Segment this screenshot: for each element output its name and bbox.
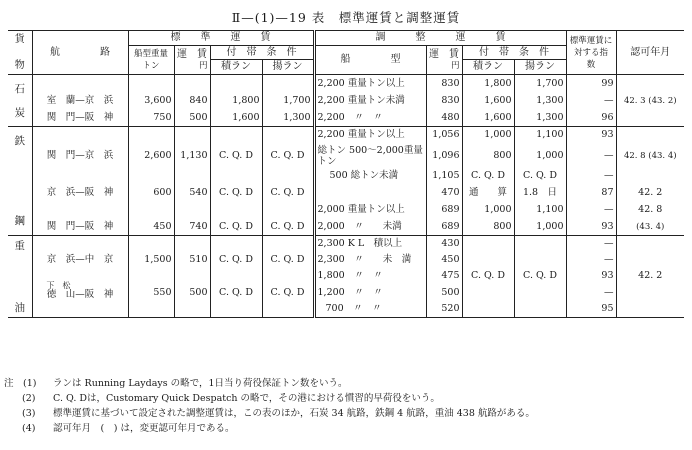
header-std-conditions: 付 帯 条 件 (210, 46, 314, 60)
cargo-steel: 鉄 鋼 (8, 127, 32, 236)
std-unload-cell (262, 75, 314, 93)
table-row (8, 202, 684, 219)
std-rate-cell (174, 302, 210, 318)
header-std-load: 積ラン (210, 60, 262, 75)
index-cell: — (566, 236, 616, 252)
index-cell: — (566, 252, 616, 268)
approval-cell (616, 236, 684, 252)
std-ship-cell (128, 127, 174, 144)
std-load-cell: C. Q. D (210, 185, 262, 202)
std-rate-cell (174, 202, 210, 219)
route-cell: 京 浜—中 京 (32, 252, 128, 268)
std-rate-cell: 540 (174, 185, 210, 202)
adj-unload-cell: 1,100 (514, 127, 566, 144)
adj-ship-cell: 500 総トン未満 (314, 168, 426, 185)
adj-load-cell: C. Q. D (462, 168, 514, 185)
adj-load-cell: 1,600 (462, 110, 514, 127)
approval-cell (616, 284, 684, 302)
table-row (8, 93, 684, 110)
adj-ship-cell: 1,200 〃 〃 (314, 284, 426, 302)
std-unload-cell (262, 168, 314, 185)
table-row (8, 252, 684, 268)
adj-unload-cell (514, 302, 566, 318)
approval-cell: 42. 2 (638, 187, 663, 198)
index-cell: — (566, 144, 616, 168)
adj-rate-cell: 830 (426, 93, 462, 110)
approval-cell (616, 168, 684, 185)
index-cell: 93 (566, 268, 616, 284)
adj-load-cell: 通 算 (462, 185, 514, 202)
std-ship-cell: 600 (128, 185, 174, 202)
header-adj-rate: 運 賃 円 (426, 46, 462, 75)
adj-unload-cell (514, 252, 566, 268)
table-row (8, 75, 684, 93)
std-unload-cell: C. Q. D (262, 219, 314, 236)
std-rate-cell (174, 268, 210, 284)
approval-cell: 42. 2 (638, 269, 663, 281)
header-adj-unload: 揚ラン (514, 60, 566, 75)
cargo-coal: 石 炭 (8, 75, 32, 127)
std-load-cell: C. Q. D (210, 144, 262, 168)
std-load-cell (210, 75, 262, 93)
adj-rate-cell: 1,096 (426, 144, 462, 168)
index-cell: 93 (566, 219, 616, 236)
index-cell: 99 (566, 75, 616, 93)
adj-unload-cell (514, 284, 566, 302)
adj-load-cell: 800 (462, 219, 514, 236)
std-load-cell: 1,600 (210, 110, 262, 127)
index-cell: — (566, 93, 616, 110)
approval-cell (616, 252, 684, 268)
route-cell (32, 302, 128, 318)
route-cell: 京 浜—阪 神 (32, 185, 128, 202)
std-ship-cell (128, 168, 174, 185)
adj-rate-cell: 450 (426, 252, 462, 268)
adj-ship-cell: 総トン 500〜2,000重量トン (314, 144, 426, 168)
table-row (8, 168, 684, 185)
adj-rate-cell: 470 (426, 185, 462, 202)
std-ship-cell (128, 302, 174, 318)
std-ship-cell: 2,600 (128, 144, 174, 168)
std-unload-cell (262, 202, 314, 219)
std-rate-cell (174, 168, 210, 185)
std-rate-cell (174, 75, 210, 93)
route-cell (32, 202, 128, 219)
adj-rate-cell: 1,105 (426, 168, 462, 185)
table-row (8, 284, 684, 302)
header-standard-rate: 標 準 運 賃 (128, 31, 314, 46)
std-unload-cell (262, 236, 314, 252)
header-route: 航 路 (32, 31, 128, 75)
std-load-cell (210, 302, 262, 318)
approval-cell (616, 75, 684, 93)
adj-unload-cell: 1,000 (514, 144, 566, 168)
std-unload-cell: 1,300 (262, 110, 314, 127)
adj-ship-cell: 2,300 〃 未 満 (314, 252, 426, 268)
std-ship-cell (128, 236, 174, 252)
adj-rate-cell: 475 (426, 268, 462, 284)
group-heavy-oil (8, 236, 684, 318)
route-cell: 関 門—京 浜 (32, 144, 128, 168)
std-load-cell: C. Q. D (210, 284, 262, 302)
cargo-heavy-oil: 重 油 (8, 236, 32, 318)
adj-unload-cell: 1,000 (514, 219, 566, 236)
adj-unload-cell: 1.8 日 (514, 185, 566, 202)
approval-cell (616, 127, 684, 144)
adj-load-cell: 1,000 (462, 127, 514, 144)
std-ship-cell (128, 75, 174, 93)
std-load-cell: C. Q. D (210, 252, 262, 268)
adj-rate-cell: 830 (426, 75, 462, 93)
header-adj-conditions: 付 帯 条 件 (462, 46, 566, 60)
route-cell (32, 75, 128, 93)
std-ship-cell (128, 268, 174, 284)
std-rate-cell: 840 (174, 93, 210, 110)
header-approval: 認可年月 (616, 31, 684, 75)
footnotes (4, 376, 535, 436)
footnote: 注 (1) ランは Running Laydays の略で，1日当り荷役保証トン数をいう。 (4, 378, 348, 389)
table-row (8, 236, 684, 252)
adj-rate-cell: 480 (426, 110, 462, 127)
std-unload-cell: 1,700 (262, 93, 314, 110)
adj-load-cell (462, 236, 514, 252)
table-row (8, 110, 684, 127)
header-cargo: 貨 物 (8, 31, 32, 75)
route-cell (32, 236, 128, 252)
std-ship-cell: 750 (128, 110, 174, 127)
adj-ship-cell: 700 〃 〃 (314, 302, 426, 318)
adj-unload-cell: C. Q. D (514, 268, 566, 284)
group-steel (8, 127, 684, 236)
std-ship-cell: 550 (128, 284, 174, 302)
adj-ship-cell: 2,200 重量トン以上 (314, 127, 426, 144)
adj-load-cell: 1,800 (462, 75, 514, 93)
index-cell: — (566, 168, 616, 185)
adj-unload-cell: 1,100 (514, 202, 566, 219)
adj-rate-cell: 500 (426, 284, 462, 302)
std-rate-cell (174, 236, 210, 252)
header-std-ship: 船型重量トン (128, 46, 174, 75)
std-unload-cell: C. Q. D (262, 252, 314, 268)
adj-rate-cell: 1,056 (426, 127, 462, 144)
approval-cell: 42. 3 (43. 2) (623, 96, 677, 106)
adj-unload-cell: 1,300 (514, 110, 566, 127)
group-coal (8, 75, 684, 127)
table-row (8, 127, 684, 144)
approval-cell: 42. 8 (638, 204, 663, 215)
adj-load-cell: 1,000 (462, 202, 514, 219)
std-unload-cell: C. Q. D (262, 284, 314, 302)
table-row (8, 268, 684, 284)
footnote: (4) 認可年月 ( ) は，変更認可年月である。 (22, 423, 235, 434)
footnote: (2) C. Q. Dは，Customary Quick Despatch の略で，その港における慣習的早荷役をいう。 (22, 393, 440, 404)
adj-unload-cell: C. Q. D (514, 168, 566, 185)
table-row (8, 144, 684, 168)
table-row (8, 219, 684, 236)
adj-rate-cell: 689 (426, 202, 462, 219)
adj-unload-cell: 1,700 (514, 75, 566, 93)
std-ship-cell (128, 202, 174, 219)
adj-load-cell (462, 284, 514, 302)
std-rate-cell: 500 (174, 284, 210, 302)
index-cell: 93 (566, 127, 616, 144)
std-rate-cell (174, 127, 210, 144)
route-cell: 関 門—阪 神 (32, 219, 128, 236)
std-load-cell (210, 202, 262, 219)
std-load-cell (210, 236, 262, 252)
index-cell: — (566, 202, 616, 219)
std-load-cell (210, 268, 262, 284)
header-std-unload: 揚ラン (262, 60, 314, 75)
adj-ship-cell: 2,200 重量トン未満 (314, 93, 426, 110)
adj-ship-cell (314, 185, 426, 202)
adj-ship-cell: 2,000 〃 未満 (314, 219, 426, 236)
freight-rate-table (8, 30, 684, 318)
std-unload-cell: C. Q. D (262, 185, 314, 202)
std-rate-cell: 500 (174, 110, 210, 127)
approval-cell (616, 110, 684, 127)
std-unload-cell (262, 268, 314, 284)
std-load-cell (210, 127, 262, 144)
approval-cell: (43. 4) (636, 221, 665, 232)
std-ship-cell: 450 (128, 219, 174, 236)
route-cell (32, 127, 128, 144)
adj-ship-cell: 1,800 〃 〃 (314, 268, 426, 284)
index-cell: 96 (566, 110, 616, 127)
header-index: 標準運賃に対する指 数 (566, 31, 616, 75)
std-rate-cell: 510 (174, 252, 210, 268)
std-rate-cell: 740 (174, 219, 210, 236)
adj-load-cell: 800 (462, 144, 514, 168)
adj-load-cell: C. Q. D (462, 268, 514, 284)
std-load-cell: C. Q. D (210, 219, 262, 236)
header-std-rate: 運 賃 円 (174, 46, 210, 75)
table-title: Ⅱ—(1)—19 表 標準運賃と調整運賃 (231, 10, 461, 25)
adj-ship-cell: 2,300 K L 積以上 (314, 236, 426, 252)
route-alt-port: 下 松 (46, 280, 71, 290)
header-adjusted-rate: 調 整 運 賃 (314, 31, 566, 46)
table-row (8, 185, 684, 202)
std-ship-cell: 3,600 (128, 93, 174, 110)
adj-load-cell: 1,600 (462, 93, 514, 110)
route-cell: 室 蘭—京 浜 (32, 93, 128, 110)
table-row (8, 302, 684, 318)
adj-load-cell (462, 252, 514, 268)
adj-load-cell (462, 302, 514, 318)
std-rate-cell: 1,130 (174, 144, 210, 168)
header-adj-load: 積ラン (462, 60, 514, 75)
adj-unload-cell: 1,300 (514, 93, 566, 110)
adj-ship-cell: 2,200 重量トン以上 (314, 75, 426, 93)
approval-cell (616, 302, 684, 318)
footnote: (3) 標準運賃に基づいて設定された調整運賃は，この表のほか，石炭 34 航路，鉄鋼 4 航路，重油 438 航路がある。 (22, 408, 535, 419)
index-cell: 95 (566, 302, 616, 318)
route-cell: 下 松 徳 山—阪 神 (32, 284, 128, 302)
header-adj-ship: 船 型 (314, 46, 426, 75)
adj-unload-cell (514, 236, 566, 252)
approval-cell: 42. 8 (43. 4) (623, 150, 677, 161)
index-cell: 87 (566, 185, 616, 202)
index-cell: — (566, 284, 616, 302)
route-cell: 関 門—阪 神 (32, 110, 128, 127)
std-unload-cell (262, 127, 314, 144)
route-cell (32, 168, 128, 185)
adj-rate-cell: 430 (426, 236, 462, 252)
std-load-cell (210, 168, 262, 185)
std-unload-cell (262, 302, 314, 318)
std-load-cell: 1,800 (210, 93, 262, 110)
std-ship-cell: 1,500 (128, 252, 174, 268)
std-unload-cell: C. Q. D (262, 144, 314, 168)
adj-ship-cell: 2,000 重量トン以上 (314, 202, 426, 219)
adj-rate-cell: 520 (426, 302, 462, 318)
adj-rate-cell: 689 (426, 219, 462, 236)
adj-ship-cell: 2,200 〃 〃 (314, 110, 426, 127)
